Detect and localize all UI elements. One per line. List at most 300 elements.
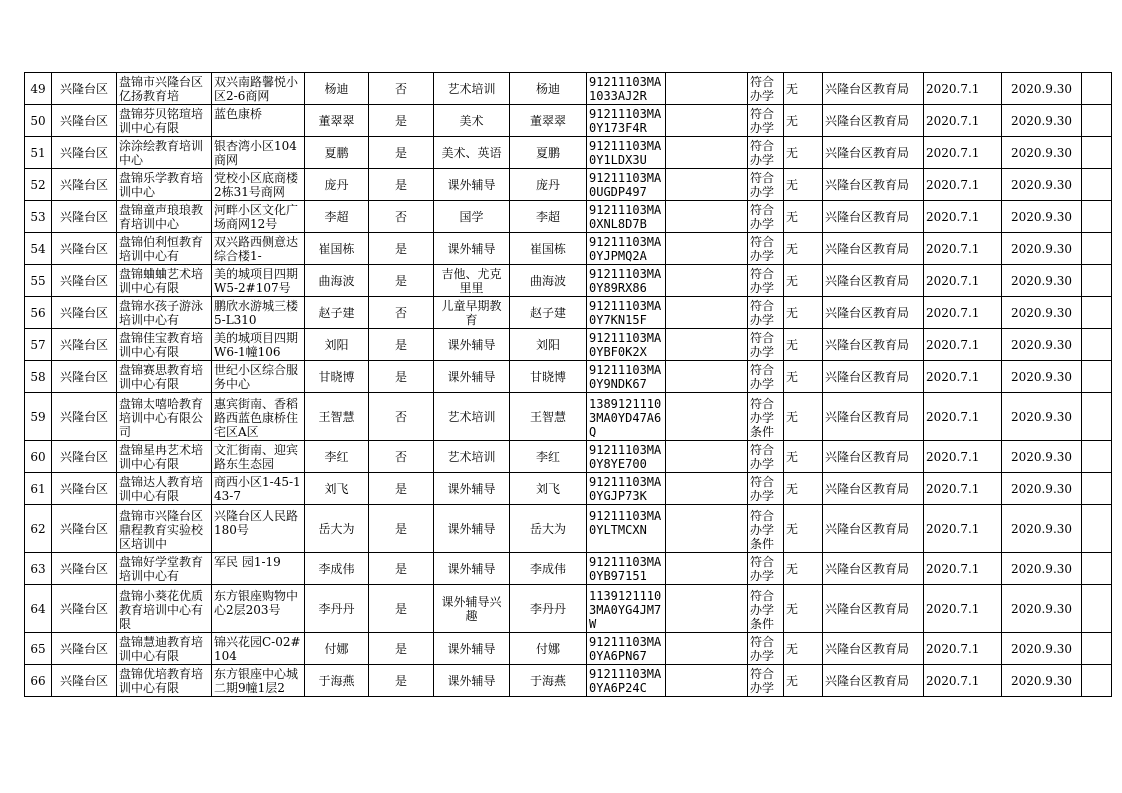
start-date-cell-text: 2020.7.1 [926, 305, 980, 320]
flag-cell [369, 265, 434, 297]
district-cell [52, 633, 117, 665]
flag-cell-text: 是 [394, 561, 407, 576]
authority-cell-text: 兴隆台区教育局 [825, 481, 910, 496]
flag-cell [369, 73, 434, 105]
scope-cell-text: 艺术培训 [447, 409, 496, 424]
credit-code-cell-text: 13891211103MA0YD47A6Q [589, 396, 662, 437]
address-cell-text: 商西小区1-45-143-7 [214, 474, 301, 503]
address-cell [212, 505, 305, 553]
credit-code-cell-text: 91211103MA0XNL8D7B [589, 202, 662, 231]
end-date-cell-text: 2020.9.30 [1010, 113, 1073, 128]
scope-cell-text: 课外辅导 [447, 561, 496, 576]
legal-rep-cell [305, 553, 369, 585]
table-row [25, 505, 1112, 553]
credit-code-cell [587, 329, 666, 361]
blank-cell [666, 665, 748, 697]
row-number-text: 51 [30, 145, 46, 160]
legal-rep-cell [305, 329, 369, 361]
legal-rep-cell-text: 曲海波 [318, 273, 355, 288]
flag-cell-text: 否 [394, 209, 407, 224]
scope-cell [434, 633, 510, 665]
issue-cell-text: 无 [786, 449, 799, 464]
credit-code-cell [587, 201, 666, 233]
legal-rep-cell [305, 505, 369, 553]
address-cell-text: 惠宾街南、香稻路西蓝色康桥住宅区A区 [214, 396, 299, 437]
flag-cell [369, 393, 434, 441]
district-cell [52, 665, 117, 697]
blank-cell [1082, 265, 1112, 297]
start-date-cell-text: 2020.7.1 [926, 521, 980, 536]
issue-cell [784, 505, 823, 553]
scope-cell-text: 课外辅导 [447, 673, 496, 688]
organization-cell-text: 盘锦慧迪教育培训中心有限 [119, 634, 204, 663]
flag-cell-text: 是 [394, 337, 407, 352]
blank-cell [666, 73, 748, 105]
district-cell [52, 329, 117, 361]
row-number [25, 473, 52, 505]
principal-cell-text: 杨迪 [535, 81, 560, 96]
organization-cell-text: 盘锦好学堂教育培训中心有 [119, 554, 204, 583]
end-date-cell-text: 2020.9.30 [1010, 337, 1073, 352]
result-cell-text: 符合办学 [750, 74, 775, 103]
district-cell [52, 105, 117, 137]
flag-cell [369, 553, 434, 585]
flag-cell [369, 233, 434, 265]
flag-cell [369, 201, 434, 233]
start-date-cell-text: 2020.7.1 [926, 209, 980, 224]
result-cell-text: 符合办学 [750, 298, 775, 327]
blank-cell [1082, 441, 1112, 473]
scope-cell-text: 国学 [459, 209, 484, 224]
district-cell [52, 473, 117, 505]
principal-cell [510, 505, 587, 553]
authority-cell [823, 393, 924, 441]
start-date-cell [924, 201, 1002, 233]
district-cell-text: 兴隆台区 [59, 145, 108, 160]
authority-cell-text: 兴隆台区教育局 [825, 337, 910, 352]
row-number [25, 393, 52, 441]
principal-cell [510, 105, 587, 137]
organization-cell-text: 盘锦童声琅琅教育培训中心 [119, 202, 204, 231]
start-date-cell-text: 2020.7.1 [926, 113, 980, 128]
authority-cell [823, 297, 924, 329]
flag-cell-text: 是 [394, 641, 407, 656]
result-cell [748, 361, 784, 393]
principal-cell [510, 441, 587, 473]
issue-cell-text: 无 [786, 601, 799, 616]
district-cell [52, 201, 117, 233]
flag-cell [369, 473, 434, 505]
address-cell [212, 441, 305, 473]
legal-rep-cell-text: 董翠翠 [318, 113, 355, 128]
principal-cell-text: 甘晓博 [529, 369, 566, 384]
principal-cell-text: 刘飞 [535, 481, 560, 496]
legal-rep-cell-text: 于海燕 [318, 673, 355, 688]
blank-cell [1082, 473, 1112, 505]
flag-cell-text: 是 [394, 369, 407, 384]
address-cell-text: 兴隆台区人民路180号 [214, 508, 299, 537]
blank-cell [666, 105, 748, 137]
end-date-cell-text: 2020.9.30 [1010, 641, 1073, 656]
issue-cell [784, 441, 823, 473]
end-date-cell [1002, 169, 1082, 201]
scope-cell [434, 329, 510, 361]
address-cell-text: 东方银座中心城二期9幢1层2 [214, 666, 299, 695]
result-cell [748, 665, 784, 697]
start-date-cell-text: 2020.7.1 [926, 481, 980, 496]
legal-rep-cell [305, 73, 369, 105]
flag-cell-text: 是 [394, 673, 407, 688]
authority-cell-text: 兴隆台区教育局 [825, 561, 910, 576]
legal-rep-cell-text: 岳大为 [318, 521, 355, 536]
scope-cell-text: 课外辅导 [447, 177, 496, 192]
organization-cell [117, 137, 212, 169]
row-number-text: 53 [30, 209, 46, 224]
address-cell [212, 329, 305, 361]
issue-cell-text: 无 [786, 369, 799, 384]
scope-cell-text: 课外辅导 [447, 337, 496, 352]
start-date-cell-text: 2020.7.1 [926, 409, 980, 424]
blank-cell [1082, 361, 1112, 393]
blank-cell [666, 265, 748, 297]
address-cell [212, 553, 305, 585]
flag-cell [369, 441, 434, 473]
scope-cell-text: 课外辅导 [447, 481, 496, 496]
district-cell-text: 兴隆台区 [59, 273, 108, 288]
address-cell-text: 军民 园1-19 [214, 554, 281, 569]
blank-cell [666, 233, 748, 265]
legal-rep-cell-text: 杨迪 [324, 81, 349, 96]
organization-cell [117, 169, 212, 201]
principal-cell-text: 李红 [535, 449, 560, 464]
row-number [25, 233, 52, 265]
table-row [25, 329, 1112, 361]
issue-cell-text: 无 [786, 81, 799, 96]
credit-code-cell [587, 553, 666, 585]
organization-cell [117, 441, 212, 473]
address-cell [212, 233, 305, 265]
start-date-cell-text: 2020.7.1 [926, 145, 980, 160]
organization-cell [117, 233, 212, 265]
issue-cell [784, 105, 823, 137]
address-cell [212, 137, 305, 169]
district-cell-text: 兴隆台区 [59, 305, 108, 320]
legal-rep-cell [305, 233, 369, 265]
address-cell-text: 美的城项目四期W6-1幢106 [214, 330, 299, 359]
start-date-cell-text: 2020.7.1 [926, 369, 980, 384]
authority-cell [823, 585, 924, 633]
blank-cell [666, 201, 748, 233]
authority-cell [823, 201, 924, 233]
organization-cell [117, 473, 212, 505]
flag-cell-text: 是 [394, 481, 407, 496]
table-row [25, 73, 1112, 105]
authority-cell-text: 兴隆台区教育局 [825, 209, 910, 224]
organization-cell-text: 盘锦芬贝铭瑄培训中心有限 [119, 106, 204, 135]
address-cell-text: 世纪小区综合服务中心 [214, 362, 299, 391]
principal-cell [510, 137, 587, 169]
row-number [25, 201, 52, 233]
credit-code-cell-text: 91211103MA0Y9NDK67 [589, 362, 662, 391]
scope-cell [434, 201, 510, 233]
issue-cell-text: 无 [786, 241, 799, 256]
result-cell [748, 233, 784, 265]
end-date-cell [1002, 585, 1082, 633]
result-cell [748, 169, 784, 201]
district-cell-text: 兴隆台区 [59, 177, 108, 192]
principal-cell [510, 73, 587, 105]
issue-cell-text: 无 [786, 209, 799, 224]
credit-code-cell-text: 91211103MA0Y1LDX3U [589, 138, 662, 167]
issue-cell [784, 473, 823, 505]
blank-cell [1082, 105, 1112, 137]
result-cell-text: 符合办学 [750, 442, 775, 471]
credit-code-cell-text: 91211103MA0Y89RX86 [589, 266, 662, 295]
authority-cell [823, 73, 924, 105]
result-cell [748, 553, 784, 585]
end-date-cell-text: 2020.9.30 [1010, 561, 1073, 576]
scope-cell-text: 艺术培训 [447, 81, 496, 96]
district-cell-text: 兴隆台区 [59, 561, 108, 576]
issue-cell-text: 无 [786, 273, 799, 288]
district-cell [52, 73, 117, 105]
result-cell [748, 441, 784, 473]
flag-cell [369, 633, 434, 665]
legal-rep-cell-text: 赵子建 [318, 305, 355, 320]
blank-cell [666, 585, 748, 633]
result-cell [748, 265, 784, 297]
start-date-cell-text: 2020.7.1 [926, 273, 980, 288]
row-number [25, 585, 52, 633]
address-cell-text: 双兴南路馨悦小区2-6商网 [214, 74, 299, 103]
scope-cell-text: 美术、英语 [441, 145, 502, 160]
authority-cell-text: 兴隆台区教育局 [825, 641, 910, 656]
district-cell [52, 233, 117, 265]
end-date-cell [1002, 361, 1082, 393]
result-cell-text: 符合办学条件 [750, 396, 775, 437]
flag-cell [369, 361, 434, 393]
district-cell-text: 兴隆台区 [59, 641, 108, 656]
end-date-cell [1002, 505, 1082, 553]
credit-code-cell-text: 91211103MA0Y173F4R [589, 106, 662, 135]
start-date-cell-text: 2020.7.1 [926, 337, 980, 352]
result-cell [748, 473, 784, 505]
end-date-cell-text: 2020.9.30 [1010, 209, 1073, 224]
scope-cell [434, 553, 510, 585]
district-cell [52, 265, 117, 297]
issue-cell-text: 无 [786, 305, 799, 320]
address-cell-text: 文汇街南、迎宾路东生态园 [214, 442, 299, 471]
issue-cell [784, 393, 823, 441]
blank-cell [1082, 393, 1112, 441]
legal-rep-cell-text: 李成伟 [318, 561, 355, 576]
principal-cell [510, 553, 587, 585]
start-date-cell [924, 73, 1002, 105]
issue-cell [784, 633, 823, 665]
start-date-cell [924, 393, 1002, 441]
legal-rep-cell [305, 201, 369, 233]
authority-cell-text: 兴隆台区教育局 [825, 241, 910, 256]
table-row [25, 201, 1112, 233]
address-cell [212, 393, 305, 441]
row-number-text: 57 [30, 337, 46, 352]
flag-cell [369, 297, 434, 329]
organization-cell [117, 393, 212, 441]
authority-cell [823, 265, 924, 297]
scope-cell [434, 105, 510, 137]
flag-cell [369, 105, 434, 137]
principal-cell [510, 233, 587, 265]
blank-cell [666, 361, 748, 393]
legal-rep-cell-text: 崔国栋 [318, 241, 355, 256]
end-date-cell-text: 2020.9.30 [1010, 177, 1073, 192]
flag-cell-text: 是 [394, 113, 407, 128]
table-row [25, 585, 1112, 633]
district-cell-text: 兴隆台区 [59, 113, 108, 128]
authority-cell-text: 兴隆台区教育局 [825, 113, 910, 128]
blank-cell [1082, 585, 1112, 633]
legal-rep-cell [305, 105, 369, 137]
result-cell-text: 符合办学 [750, 634, 775, 663]
scope-cell-text: 课外辅导 [447, 521, 496, 536]
scope-cell-text: 吉他、尤克里里 [441, 266, 502, 295]
principal-cell [510, 585, 587, 633]
result-cell-text: 符合办学 [750, 138, 775, 167]
credit-code-cell [587, 505, 666, 553]
address-cell-text: 鹏欣水游城三楼5-L310 [214, 298, 299, 327]
start-date-cell [924, 265, 1002, 297]
flag-cell-text: 否 [394, 449, 407, 464]
end-date-cell-text: 2020.9.30 [1010, 81, 1073, 96]
end-date-cell [1002, 393, 1082, 441]
scope-cell-text: 课外辅导 [447, 641, 496, 656]
legal-rep-cell [305, 665, 369, 697]
principal-cell [510, 201, 587, 233]
start-date-cell [924, 105, 1002, 137]
authority-cell [823, 105, 924, 137]
start-date-cell-text: 2020.7.1 [926, 601, 980, 616]
row-number [25, 329, 52, 361]
row-number-text: 56 [30, 305, 46, 320]
scope-cell [434, 233, 510, 265]
start-date-cell [924, 441, 1002, 473]
flag-cell-text: 是 [394, 601, 407, 616]
flag-cell [369, 169, 434, 201]
scope-cell [434, 585, 510, 633]
district-cell-text: 兴隆台区 [59, 521, 108, 536]
authority-cell [823, 441, 924, 473]
table-row [25, 297, 1112, 329]
organization-cell [117, 585, 212, 633]
end-date-cell [1002, 441, 1082, 473]
authority-cell [823, 473, 924, 505]
start-date-cell [924, 633, 1002, 665]
end-date-cell [1002, 473, 1082, 505]
start-date-cell-text: 2020.7.1 [926, 673, 980, 688]
authority-cell-text: 兴隆台区教育局 [825, 449, 910, 464]
row-number-text: 63 [30, 561, 46, 576]
row-number [25, 361, 52, 393]
credit-code-cell-text: 91211103MA0Y7KN15F [589, 298, 662, 327]
blank-cell [1082, 233, 1112, 265]
blank-cell [666, 297, 748, 329]
scope-cell [434, 137, 510, 169]
legal-rep-cell-text: 李红 [324, 449, 349, 464]
table-row [25, 553, 1112, 585]
issue-cell [784, 553, 823, 585]
table-row [25, 137, 1112, 169]
flag-cell-text: 是 [394, 177, 407, 192]
end-date-cell [1002, 105, 1082, 137]
row-number-text: 59 [30, 409, 46, 424]
legal-rep-cell [305, 361, 369, 393]
end-date-cell [1002, 233, 1082, 265]
start-date-cell [924, 473, 1002, 505]
result-cell-text: 符合办学 [750, 666, 775, 695]
result-cell-text: 符合办学 [750, 266, 775, 295]
flag-cell [369, 505, 434, 553]
credit-code-cell [587, 393, 666, 441]
authority-cell-text: 兴隆台区教育局 [825, 601, 910, 616]
district-cell-text: 兴隆台区 [59, 81, 108, 96]
row-number [25, 73, 52, 105]
end-date-cell-text: 2020.9.30 [1010, 241, 1073, 256]
address-cell [212, 585, 305, 633]
district-cell [52, 441, 117, 473]
credit-code-cell [587, 137, 666, 169]
credit-code-cell [587, 441, 666, 473]
credit-code-cell-text: 91211103MA0YBF0K2X [589, 330, 662, 359]
blank-cell [1082, 201, 1112, 233]
organization-cell-text: 盘锦水孩子游泳培训中心有 [119, 298, 204, 327]
start-date-cell-text: 2020.7.1 [926, 449, 980, 464]
start-date-cell [924, 553, 1002, 585]
authority-cell [823, 553, 924, 585]
legal-rep-cell-text: 庞丹 [324, 177, 349, 192]
scope-cell-text: 课外辅导 [447, 241, 496, 256]
organization-cell-text: 盘锦市兴隆台区鼎程教育实验校区培训中 [119, 508, 204, 549]
table-row [25, 361, 1112, 393]
start-date-cell-text: 2020.7.1 [926, 81, 980, 96]
result-cell-text: 符合办学条件 [750, 508, 775, 549]
start-date-cell-text: 2020.7.1 [926, 641, 980, 656]
blank-cell [666, 441, 748, 473]
credit-code-cell-text: 91211103MA0YJPMQ2A [589, 234, 662, 263]
district-cell-text: 兴隆台区 [59, 337, 108, 352]
blank-cell [666, 553, 748, 585]
district-cell-text: 兴隆台区 [59, 449, 108, 464]
end-date-cell [1002, 73, 1082, 105]
authority-cell-text: 兴隆台区教育局 [825, 177, 910, 192]
credit-code-cell-text: 91211103MA0UGDP497 [589, 170, 662, 199]
scope-cell [434, 169, 510, 201]
legal-rep-cell-text: 刘飞 [324, 481, 349, 496]
result-cell [748, 585, 784, 633]
organization-cell-text: 涂涂绘教育培训中心 [119, 138, 204, 167]
authority-cell [823, 633, 924, 665]
flag-cell [369, 665, 434, 697]
table-row [25, 665, 1112, 697]
blank-cell [1082, 633, 1112, 665]
principal-cell [510, 633, 587, 665]
principal-cell-text: 曲海波 [529, 273, 566, 288]
address-cell [212, 201, 305, 233]
credit-code-cell [587, 473, 666, 505]
address-cell [212, 633, 305, 665]
result-cell-text: 符合办学条件 [750, 588, 775, 629]
district-cell-text: 兴隆台区 [59, 601, 108, 616]
end-date-cell [1002, 553, 1082, 585]
